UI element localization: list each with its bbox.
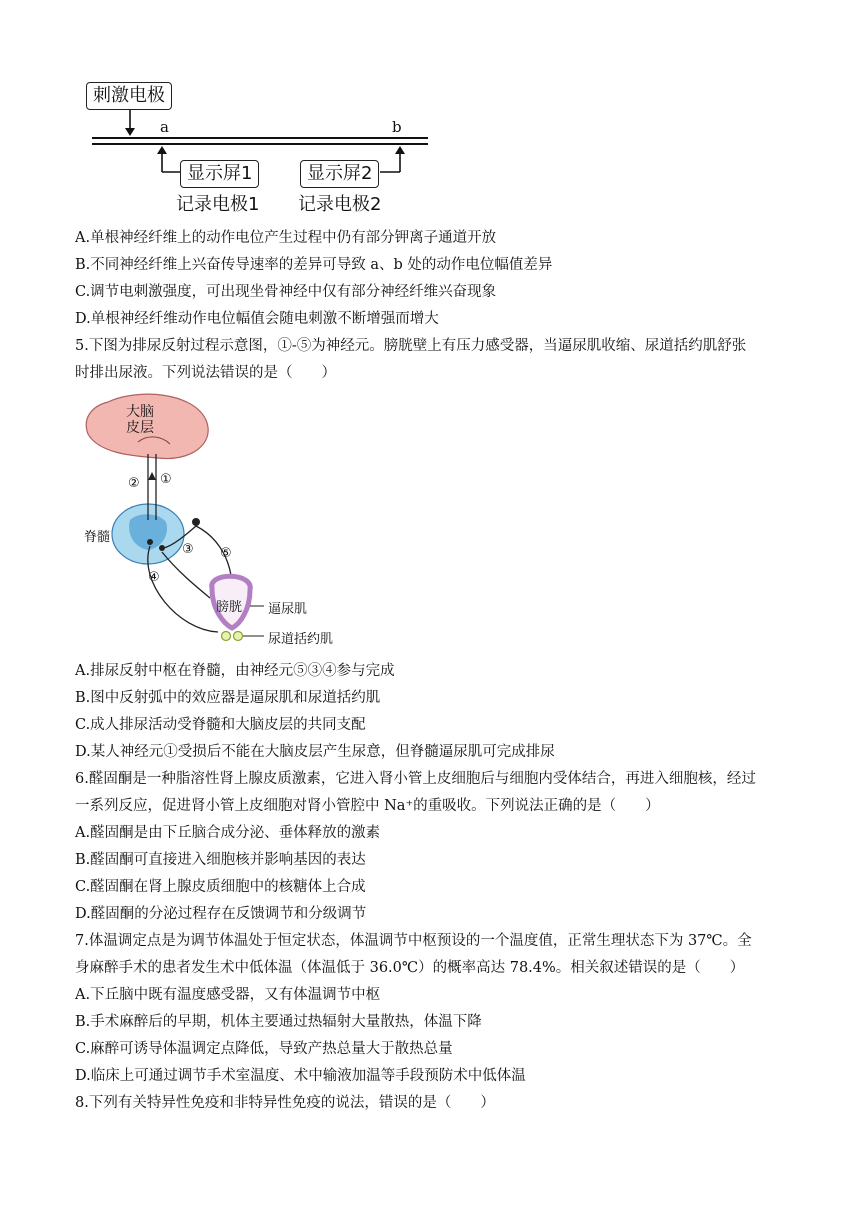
q4-option-a: A.单根神经纤维上的动作电位产生过程中仍有部分钾离子通道开放 xyxy=(75,230,497,246)
sphincter-label: 尿道括约肌 xyxy=(268,632,334,647)
stimulus-electrode-box: 刺激电极 xyxy=(86,82,172,110)
detrusor-label: 逼尿肌 xyxy=(268,602,308,617)
q5-option-d: D.某人神经元①受损后不能在大脑皮层产生尿意，但脊髓逼尿肌可完成排尿 xyxy=(75,744,555,760)
cortex-label-line1: 大脑 xyxy=(126,404,154,420)
q6-option-d: D.醛固酮的分泌过程存在反馈调节和分级调节 xyxy=(75,906,367,922)
micturition-reflex-diagram xyxy=(78,392,358,652)
q7-option-a: A.下丘脑中既有温度感受器，又有体温调节中枢 xyxy=(75,987,381,1003)
q4-option-d: D.单根神经纤维动作电位幅值会随电刺激不断增强而增大 xyxy=(75,311,439,327)
recording-electrode-1-label: 记录电极1 xyxy=(176,194,260,215)
point-b-label: b xyxy=(392,118,402,136)
neuron-1-label: ① xyxy=(160,472,172,487)
q5-stem-line-1: 5.下图为排尿反射过程示意图，①-⑤为神经元。膀胱壁上有压力感受器，当逼尿肌收缩、尿道括约肌舒张 xyxy=(75,338,747,354)
neuron-5-label: ⑤ xyxy=(220,546,232,561)
q6-option-c: C.醛固酮在肾上腺皮质细胞中的核糖体上合成 xyxy=(75,879,366,895)
q5-option-c: C.成人排尿活动受脊髓和大脑皮层的共同支配 xyxy=(75,717,366,733)
recording-electrode-2-label: 记录电极2 xyxy=(298,194,382,215)
neuron-2-label: ② xyxy=(128,476,140,491)
q7-stem-line-1: 7.体温调定点是为调节体温处于恒定状态，体温调节中枢预设的一个温度值，正常生理状态下为 37℃。全 xyxy=(75,933,752,949)
electrode-diagram xyxy=(78,76,438,216)
q7-option-c: C.麻醉可诱导体温调定点降低，导致产热总量大于散热总量 xyxy=(75,1041,453,1057)
q5-option-b: B.图中反射弧中的效应器是逼尿肌和尿道括约肌 xyxy=(75,690,381,706)
spinal-cord-label: 脊髓 xyxy=(84,530,111,545)
cortex-label-line2: 皮层 xyxy=(126,420,154,436)
q6-option-a: A.醛固酮是由下丘脑合成分泌、垂体释放的激素 xyxy=(75,825,381,841)
q5-option-a: A.排尿反射中枢在脊髓，由神经元⑤③④参与完成 xyxy=(75,663,395,679)
q4-option-b: B.不同神经纤维上兴奋传导速率的差异可导致 a、b 处的动作电位幅值差异 xyxy=(75,257,553,273)
bladder-label: 膀胱 xyxy=(216,600,243,615)
screen-1-box: 显示屏1 xyxy=(180,160,259,188)
q8-stem-line-1: 8.下列有关特异性免疫和非特异性免疫的说法，错误的是（ ） xyxy=(75,1095,495,1111)
q6-option-b: B.醛固酮可直接进入细胞核并影响基因的表达 xyxy=(75,852,366,868)
q7-stem-line-2: 身麻醉手术的患者发生术中低体温（体温低于 36.0℃）的概率高达 78.4%。相关叙述错误的是（ ） xyxy=(75,960,745,976)
q5-stem-line-2: 时排出尿液。下列说法错误的是（ ） xyxy=(75,365,336,381)
point-a-label: a xyxy=(160,118,169,136)
q4-option-c: C.调节电刺激强度，可出现坐骨神经中仅有部分神经纤维兴奋现象 xyxy=(75,284,497,300)
screen-2-box: 显示屏2 xyxy=(300,160,379,188)
q6-stem-line-1: 6.醛固酮是一种脂溶性肾上腺皮质激素，它进入肾小管上皮细胞后与细胞内受体结合，再进入细胞核，经过 xyxy=(75,771,756,787)
q7-option-b: B.手术麻醉后的早期，机体主要通过热辐射大量散热，体温下降 xyxy=(75,1014,482,1030)
neuron-4-label: ④ xyxy=(148,570,160,585)
q6-stem-line-2: 一系列反应，促进肾小管上皮细胞对肾小管腔中 Na⁺的重吸收。下列说法正确的是（ ） xyxy=(75,798,660,814)
neuron-3-label: ③ xyxy=(182,542,194,557)
q7-option-d: D.临床上可通过调节手术室温度、术中输液加温等手段预防术中低体温 xyxy=(75,1068,526,1084)
